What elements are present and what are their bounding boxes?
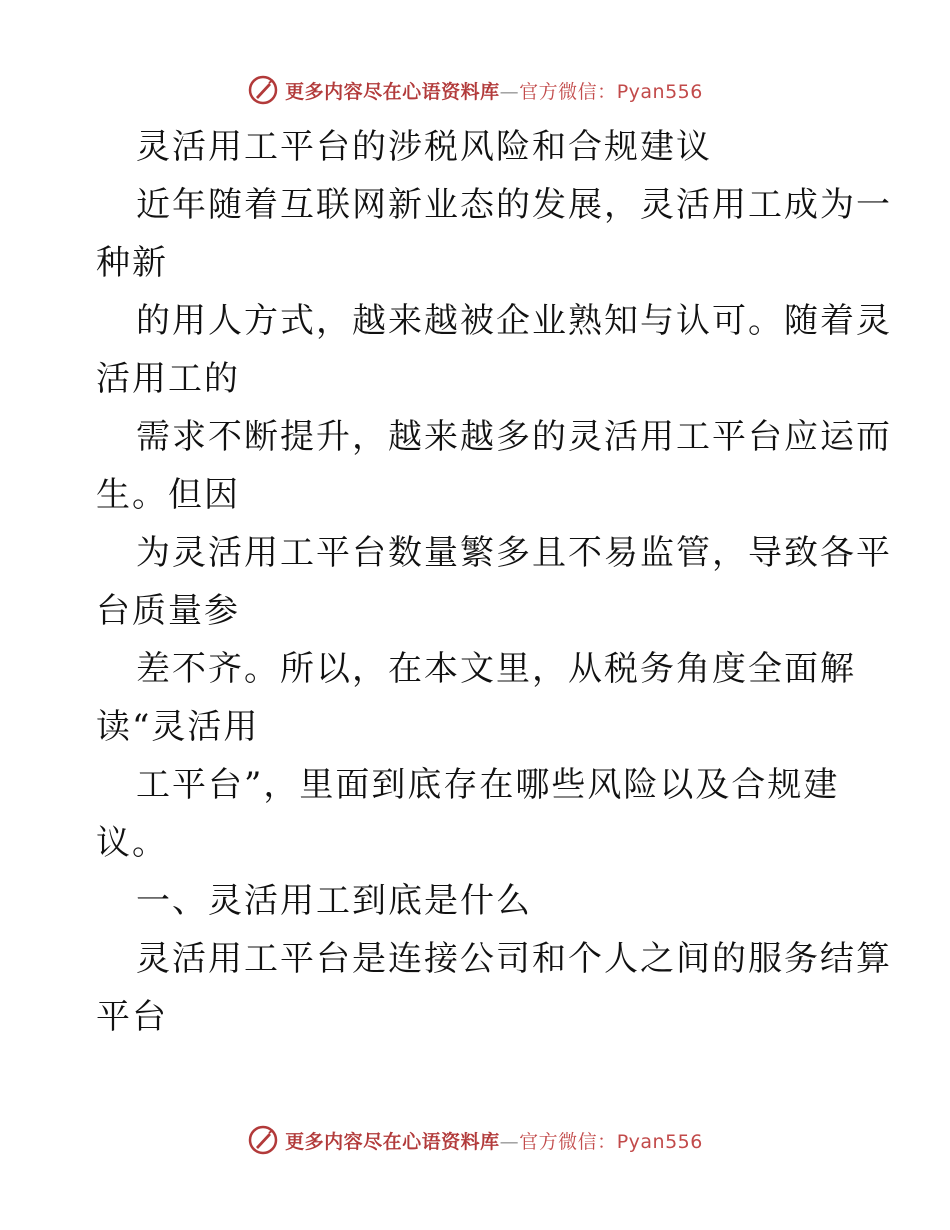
banner-wechat-label: 官方微信： (519, 80, 617, 103)
banner-separator: — (499, 1130, 520, 1153)
paragraph-line: 工平台”，里面到底存在哪些风险以及合规建 (136, 765, 840, 805)
paragraph-line: 活用工的 (96, 359, 240, 399)
banner-text (285, 77, 703, 104)
paragraph-line: 差不齐。所以，在本文里，从税务角度全面解 (136, 649, 856, 689)
paragraph-line: 台质量参 (96, 591, 240, 631)
banner-separator: — (499, 80, 520, 103)
header-banner (0, 70, 950, 110)
paragraph-line: 议。 (96, 823, 168, 863)
paragraph-line: 近年随着互联网新业态的发展，灵活用工成为一 (136, 185, 892, 225)
paragraph-line: 需求不断提升，越来越多的灵活用工平台应运而 (136, 417, 892, 457)
banner-handle: Pyan556 (616, 80, 703, 103)
document-title: 灵活用工平台的涉税风险和合规建议 (136, 127, 712, 167)
banner-main: 更多内容尽在心语资料库 (285, 1130, 500, 1153)
banner-text (285, 1127, 703, 1154)
paragraph-line: 灵活用工平台是连接公司和个人之间的服务结算 (136, 939, 892, 979)
document-body (96, 118, 892, 1046)
banner-wechat-label: 官方微信： (519, 1130, 617, 1153)
paragraph-line: 平台 (96, 997, 168, 1037)
quill-pen-logo-icon (247, 1124, 279, 1156)
banner-handle: Pyan556 (616, 1130, 703, 1153)
paragraph-line: 生。但因 (96, 475, 240, 515)
quill-pen-logo-icon (247, 74, 279, 106)
banner-main: 更多内容尽在心语资料库 (285, 80, 500, 103)
paragraph-line: 读“灵活用 (96, 707, 260, 747)
paragraph-line: 种新 (96, 243, 168, 283)
section-heading: 一、灵活用工到底是什么 (136, 881, 532, 921)
paragraph-line: 为灵活用工平台数量繁多且不易监管，导致各平 (136, 533, 892, 573)
paragraph-line: 的用人方式，越来越被企业熟知与认可。随着灵 (136, 301, 892, 341)
footer-banner (0, 1120, 950, 1160)
